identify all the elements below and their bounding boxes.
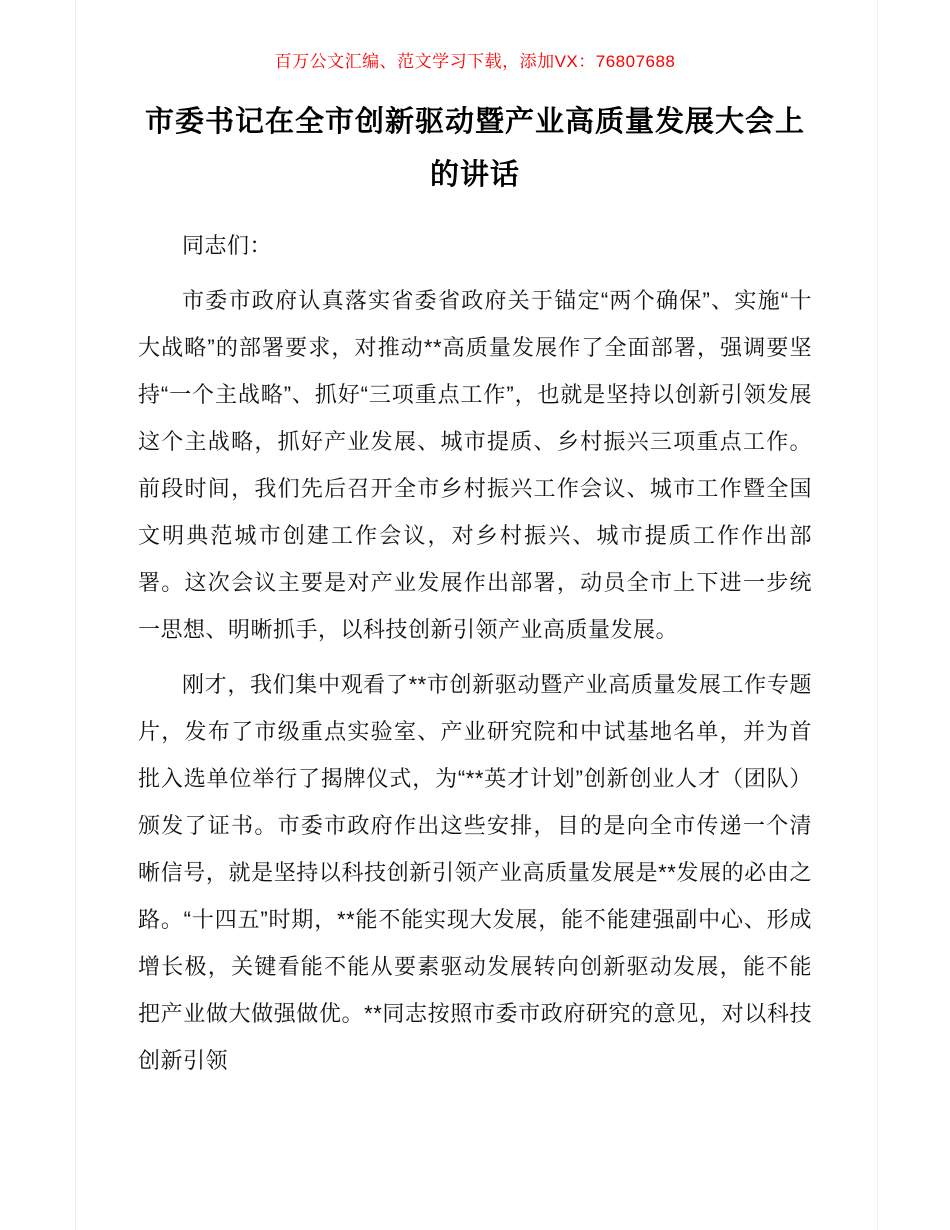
- document-body: [138, 222, 812, 1084]
- paragraph: 同志们：: [182, 233, 273, 258]
- paragraph: 市委市政府认真落实省委省政府关于锚定“两个确保”、实施“十大战略”的部署要求，对推动**高质量发展作了全面部署，强调要坚持“一个主战略”、抓好“三项重点工作”，也就是坚持以创新引领发展这个主战略，抓好产业发展、城市提质、乡村振兴三项重点工作。前段时间，我们先后召开全市乡村振兴工作会议、城市工作暨全国文明典范城市创建工作会议，对乡村振兴、城市提质工作作出部署。这次会议主要是对产业发展作出部署，动员全市上下进一步统一思想、明晰抓手，以科技创新引领产业高质量发展。: [138, 288, 812, 642]
- document-title: 市委书记在全市创新驱动暨产业高质量发展大会上的讲话: [144, 106, 805, 191]
- header-notice: 百万公文汇编、范文学习下载，添加VX：76807688: [274, 52, 676, 71]
- paragraph: 刚才，我们集中观看了**市创新驱动暨产业高质量发展工作专题片，发布了市级重点实验室、产业研究院和中试基地名单，并为首批入选单位举行了揭牌仪式，为“**英才计划”创新创业人才（团队）颁发了证书。市委市政府作出这些安排，目的是向全市传递一个清晰信号，就是坚持以科技创新引领产业高质量发展是**发展的必由之路。“十四五”时期，**能不能实现大发展，能不能建强副中心、形成增长极，关键看能不能从要素驱动发展转向创新驱动发展，能不能把产业做大做强做优。**同志按照市委市政府研究的意见，对以科技创新引领: [138, 672, 812, 1073]
